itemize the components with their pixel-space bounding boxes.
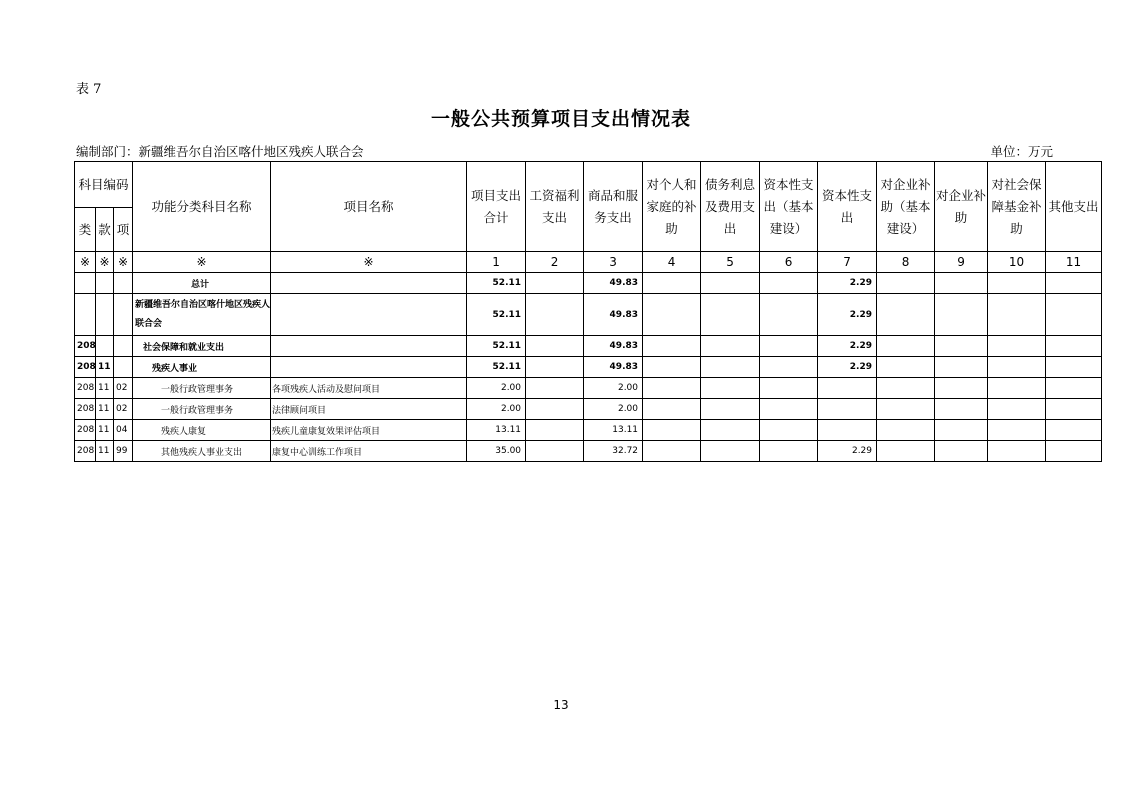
cell-wages (526, 357, 584, 378)
cell-wages (526, 441, 584, 462)
cell-other (1046, 294, 1102, 336)
header-social-fund: 对社会保障基金补助 (988, 162, 1046, 252)
cell-lei: 208 (75, 336, 96, 357)
cell-proj-name (271, 357, 467, 378)
index-cell: 3 (584, 252, 643, 273)
header-capital-basic: 资本性支出（基本建设） (760, 162, 818, 252)
index-cell: 10 (988, 252, 1046, 273)
cell-debt (701, 378, 760, 399)
index-cell: 6 (760, 252, 818, 273)
header-capital: 资本性支出 (818, 162, 877, 252)
header-wages: 工资福利支出 (526, 162, 584, 252)
table-row (75, 378, 1102, 399)
cell-kuan: 11 (96, 378, 114, 399)
cell-wages (526, 294, 584, 336)
index-cell: 1 (467, 252, 526, 273)
header-goods: 商品和服务支出 (584, 162, 643, 252)
cell-social-fund (988, 336, 1046, 357)
cell-other (1046, 357, 1102, 378)
cell-wages (526, 399, 584, 420)
cell-goods: 2.00 (584, 378, 643, 399)
cell-social-fund (988, 294, 1046, 336)
cell-proj-name: 康复中心训练工作项目 (271, 441, 467, 462)
header-total: 项目支出合计 (467, 162, 526, 252)
cell-xiang: 04 (114, 420, 133, 441)
header-other: 其他支出 (1046, 162, 1102, 252)
cell-func-name: 一般行政管理事务 (133, 399, 271, 420)
header-individual: 对个人和家庭的补助 (643, 162, 701, 252)
cell-kuan: 11 (96, 357, 114, 378)
cell-xiang: 02 (114, 378, 133, 399)
cell-capital-basic (760, 357, 818, 378)
cell-func-name: 其他残疾人事业支出 (133, 441, 271, 462)
cell-capital-basic (760, 441, 818, 462)
cell-xiang (114, 294, 133, 336)
cell-func-name: 残疾人事业 (133, 357, 271, 378)
cell-total: 2.00 (467, 399, 526, 420)
header-proj-name: 项目名称 (271, 162, 467, 252)
cell-enterprise (935, 273, 988, 294)
cell-total: 2.00 (467, 378, 526, 399)
cell-proj-name (271, 294, 467, 336)
cell-goods: 32.72 (584, 441, 643, 462)
table-row (75, 273, 1102, 294)
cell-capital (818, 378, 877, 399)
header-xiang: 项 (114, 208, 133, 252)
cell-capital: 2.29 (818, 441, 877, 462)
cell-enterprise (935, 420, 988, 441)
cell-lei: 208 (75, 357, 96, 378)
cell-total: 13.11 (467, 420, 526, 441)
cell-capital: 2.29 (818, 336, 877, 357)
cell-enterprise-basic (877, 273, 935, 294)
cell-wages (526, 336, 584, 357)
cell-individual (643, 441, 701, 462)
cell-capital-basic (760, 336, 818, 357)
cell-capital: 2.29 (818, 273, 877, 294)
cell-kuan (96, 336, 114, 357)
cell-lei: 208 (75, 420, 96, 441)
table-row (75, 336, 1102, 357)
cell-enterprise (935, 399, 988, 420)
cell-enterprise-basic (877, 399, 935, 420)
cell-capital-basic (760, 294, 818, 336)
index-cell: ※ (75, 252, 96, 273)
table-row (75, 294, 1102, 336)
unit-label: 单位：万元 (990, 144, 1053, 159)
cell-individual (643, 294, 701, 336)
cell-kuan (96, 273, 114, 294)
department-label: 编制部门：新疆维吾尔自治区喀什地区残疾人联合会 (76, 144, 364, 159)
cell-enterprise (935, 378, 988, 399)
cell-enterprise-basic (877, 294, 935, 336)
index-cell: ※ (133, 252, 271, 273)
cell-other (1046, 399, 1102, 420)
cell-proj-name: 各项残疾人活动及慰问项目 (271, 378, 467, 399)
cell-debt (701, 399, 760, 420)
cell-individual (643, 378, 701, 399)
cell-lei: 208 (75, 378, 96, 399)
cell-xiang: 02 (114, 399, 133, 420)
cell-total: 52.11 (467, 273, 526, 294)
cell-proj-name (271, 336, 467, 357)
cell-goods: 13.11 (584, 420, 643, 441)
header-kuan: 款 (96, 208, 114, 252)
cell-debt (701, 357, 760, 378)
table-row (75, 441, 1102, 462)
cell-total: 52.11 (467, 336, 526, 357)
cell-func-name: 新疆维吾尔自治区喀什地区残疾人联合会 (133, 294, 271, 336)
cell-xiang: 99 (114, 441, 133, 462)
cell-debt (701, 273, 760, 294)
cell-debt (701, 441, 760, 462)
cell-proj-name: 法律顾问项目 (271, 399, 467, 420)
header-code-group: 科目编码 (75, 162, 133, 208)
cell-other (1046, 273, 1102, 294)
cell-individual (643, 420, 701, 441)
cell-other (1046, 336, 1102, 357)
index-cell: ※ (96, 252, 114, 273)
header-enterprise-basic: 对企业补助（基本建设） (877, 162, 935, 252)
index-cell: 4 (643, 252, 701, 273)
index-cell: 7 (818, 252, 877, 273)
cell-func-name: 一般行政管理事务 (133, 378, 271, 399)
cell-func-name: 社会保障和就业支出 (133, 336, 271, 357)
cell-xiang (114, 336, 133, 357)
cell-wages (526, 273, 584, 294)
cell-capital-basic (760, 399, 818, 420)
index-cell: 2 (526, 252, 584, 273)
header-enterprise: 对企业补助 (935, 162, 988, 252)
table-row (75, 399, 1102, 420)
cell-kuan: 11 (96, 399, 114, 420)
index-cell: 8 (877, 252, 935, 273)
cell-enterprise (935, 294, 988, 336)
cell-kuan: 11 (96, 441, 114, 462)
header-func-name: 功能分类科目名称 (133, 162, 271, 252)
cell-lei: 208 (75, 399, 96, 420)
cell-capital-basic (760, 378, 818, 399)
cell-lei (75, 273, 96, 294)
cell-xiang (114, 273, 133, 294)
cell-social-fund (988, 441, 1046, 462)
cell-other (1046, 378, 1102, 399)
cell-goods: 49.83 (584, 336, 643, 357)
index-cell: 11 (1046, 252, 1102, 273)
cell-enterprise (935, 336, 988, 357)
budget-table (74, 161, 1102, 462)
cell-goods: 2.00 (584, 399, 643, 420)
cell-goods: 49.83 (584, 273, 643, 294)
cell-kuan (96, 294, 114, 336)
cell-social-fund (988, 378, 1046, 399)
cell-wages (526, 420, 584, 441)
index-cell: 5 (701, 252, 760, 273)
header-debt: 债务利息及费用支出 (701, 162, 760, 252)
cell-other (1046, 420, 1102, 441)
cell-social-fund (988, 420, 1046, 441)
cell-xiang (114, 357, 133, 378)
cell-enterprise (935, 441, 988, 462)
cell-social-fund (988, 273, 1046, 294)
cell-individual (643, 399, 701, 420)
cell-proj-name: 残疾儿童康复效果评估项目 (271, 420, 467, 441)
cell-capital-basic (760, 420, 818, 441)
cell-capital: 2.29 (818, 357, 877, 378)
cell-proj-name (271, 273, 467, 294)
table-row (75, 420, 1102, 441)
cell-enterprise (935, 357, 988, 378)
cell-enterprise-basic (877, 378, 935, 399)
cell-total: 52.11 (467, 357, 526, 378)
cell-debt (701, 294, 760, 336)
cell-total: 35.00 (467, 441, 526, 462)
cell-debt (701, 420, 760, 441)
cell-goods: 49.83 (584, 294, 643, 336)
table-number: 表 7 (76, 82, 102, 97)
cell-debt (701, 336, 760, 357)
index-cell: 9 (935, 252, 988, 273)
cell-capital-basic (760, 273, 818, 294)
cell-func-name: 残疾人康复 (133, 420, 271, 441)
cell-enterprise-basic (877, 336, 935, 357)
page-title: 一般公共预算项目支出情况表 (430, 108, 691, 130)
cell-kuan: 11 (96, 420, 114, 441)
cell-lei: 208 (75, 441, 96, 462)
page-number: 13 (553, 698, 569, 712)
cell-enterprise-basic (877, 420, 935, 441)
cell-enterprise-basic (877, 441, 935, 462)
cell-goods: 49.83 (584, 357, 643, 378)
cell-lei (75, 294, 96, 336)
cell-social-fund (988, 357, 1046, 378)
cell-capital (818, 399, 877, 420)
cell-enterprise-basic (877, 357, 935, 378)
cell-individual (643, 336, 701, 357)
cell-other (1046, 441, 1102, 462)
index-cell: ※ (114, 252, 133, 273)
index-cell: ※ (271, 252, 467, 273)
header-lei: 类 (75, 208, 96, 252)
table-row (75, 357, 1102, 378)
cell-total: 52.11 (467, 294, 526, 336)
cell-individual (643, 357, 701, 378)
cell-func-name: 总计 (133, 273, 271, 294)
cell-capital (818, 420, 877, 441)
cell-wages (526, 378, 584, 399)
cell-social-fund (988, 399, 1046, 420)
cell-individual (643, 273, 701, 294)
cell-capital: 2.29 (818, 294, 877, 336)
